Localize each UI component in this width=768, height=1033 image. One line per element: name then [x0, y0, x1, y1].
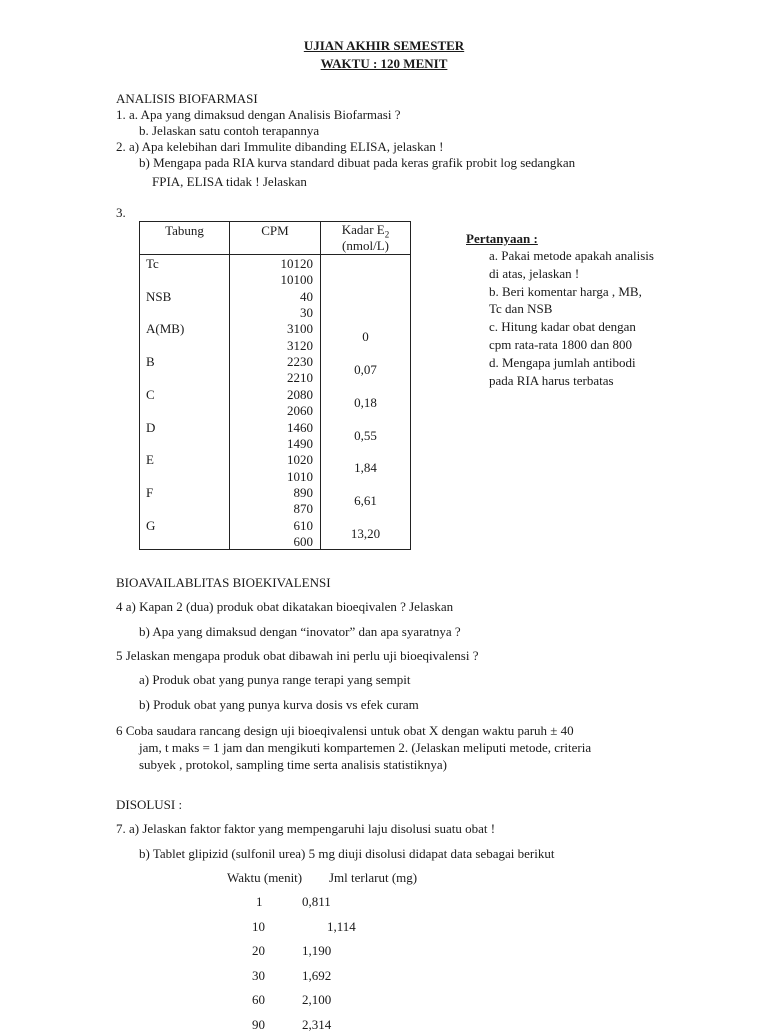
question-5b: b) Produk obat yang punya kurva dosis vs efek curam — [139, 697, 419, 712]
pertanyaan-heading: Pertanyaan : — [466, 231, 538, 246]
tabung-label: B — [146, 354, 155, 370]
question-7b: b) Tablet glipizid (sulfonil urea) 5 mg diuji disolusi didapat data sebagai berikut — [139, 846, 555, 861]
cpm-value: 870 — [293, 501, 313, 517]
cpm-value: 1490 — [287, 435, 313, 451]
tabung-label: F — [146, 484, 154, 500]
question-2b: b) Mengapa pada RIA kurva standard dibuat pada keras grafik probit log sedangkan — [139, 155, 576, 170]
question-5a: a) Produk obat yang punya range terapi yang sempit — [139, 672, 411, 687]
question-6-cont2: subyek , protokol, sampling time serta analisis statistiknya) — [139, 757, 447, 772]
pertanyaan-a-cont: di atas, jelaskan ! — [489, 266, 580, 281]
cpm-value: 1020 — [287, 452, 313, 468]
table-header-cpm: CPM — [261, 223, 289, 238]
cpm-value: 2080 — [287, 386, 313, 402]
cpm-value: 1460 — [287, 419, 313, 435]
cpm-value: 30 — [300, 305, 313, 320]
section-heading-disolusi: DISOLUSI : — [116, 797, 183, 812]
table-header-tabung: Tabung — [165, 223, 204, 238]
exam-duration: WAKTU : 120 MENIT — [320, 56, 448, 71]
tabung-label: C — [146, 386, 155, 402]
disolusi-jml: 1,692 — [302, 967, 332, 983]
disolusi-jml: 0,811 — [302, 894, 331, 909]
cpm-value: 890 — [293, 484, 313, 500]
tabung-label: Tc — [146, 256, 159, 271]
tabung-label: G — [146, 517, 156, 533]
cpm-value: 2210 — [287, 370, 313, 386]
pertanyaan-b-cont: Tc dan NSB — [489, 301, 553, 316]
cpm-value: 1010 — [287, 468, 313, 484]
ria-data-table — [139, 221, 411, 550]
disolusi-header-waktu: Waktu (menit) — [227, 870, 303, 885]
cpm-value: 3120 — [287, 337, 313, 353]
cpm-value: 40 — [300, 288, 313, 304]
kadar-value: 0 — [362, 329, 369, 345]
disolusi-jml: 1,114 — [327, 918, 356, 934]
pertanyaan-d: d. Mengapa jumlah antibodi — [489, 355, 636, 370]
question-6: 6 Coba saudara rancang design uji bioeqivalensi untuk obat X dengan waktu paruh ± 40 — [116, 723, 574, 738]
kadar-subscript: 2 — [384, 229, 390, 240]
question-3-number: 3. — [116, 205, 126, 220]
question-1b: b. Jelaskan satu contoh terapannya — [139, 123, 320, 138]
question-1a: 1. a. Apa yang dimaksud dengan Analisis Biofarmasi ? — [116, 107, 401, 122]
disolusi-waktu: 20 — [252, 943, 265, 959]
cpm-value: 600 — [293, 533, 313, 549]
disolusi-jml: 2,100 — [302, 992, 332, 1008]
tabung-label: A(MB) — [146, 321, 185, 337]
section-heading-analisis-biofarmasi: ANALISIS BIOFARMASI — [116, 91, 258, 106]
disolusi-jml: 1,190 — [302, 943, 332, 959]
cpm-value: 10100 — [280, 272, 313, 288]
section-heading-bioavailabilitas: BIOAVAILABLITAS BIOEKIVALENSI — [116, 575, 331, 590]
disolusi-jml: 2,314 — [302, 1017, 332, 1032]
kadar-value: 1,84 — [354, 460, 377, 476]
question-2a: 2. a) Apa kelebihan dari Immulite dibanding ELISA, jelaskan ! — [116, 139, 444, 154]
exam-title: UJIAN AKHIR SEMESTER — [303, 38, 465, 53]
cpm-value: 3100 — [287, 321, 313, 337]
cpm-value: 610 — [293, 517, 313, 533]
question-6-cont1: jam, t maks = 1 jam dan mengikuti kompartemen 2. (Jelaskan meliputi metode, criteria — [139, 740, 592, 755]
disolusi-waktu: 30 — [252, 967, 265, 983]
tabung-label: NSB — [146, 288, 172, 304]
question-7a: 7. a) Jelaskan faktor faktor yang mempengaruhi laju disolusi suatu obat ! — [116, 821, 496, 836]
table-header-divider — [140, 254, 410, 255]
table-header-unit: (nmol/L) — [342, 238, 389, 253]
pertanyaan-c-cont: cpm rata-rata 1800 dan 800 — [489, 337, 632, 352]
cpm-value: 2230 — [287, 354, 313, 370]
cpm-value: 2060 — [287, 403, 313, 419]
kadar-value: 13,20 — [350, 525, 381, 541]
pertanyaan-d-cont: pada RIA harus terbatas — [489, 373, 614, 388]
question-5: 5 Jelaskan mengapa produk obat dibawah ini perlu uji bioeqivalensi ? — [116, 648, 479, 663]
question-2b-cont: FPIA, ELISA tidak ! Jelaskan — [152, 174, 307, 189]
question-4a: 4 a) Kapan 2 (dua) produk obat dikatakan bioeqivalen ? Jelaskan — [116, 599, 454, 614]
disolusi-waktu: 1 — [256, 894, 263, 909]
kadar-value: 0,55 — [354, 427, 377, 443]
pertanyaan-b: b. Beri komentar harga , MB, — [489, 284, 642, 299]
cpm-value: 10120 — [280, 256, 313, 271]
kadar-label: Kadar E — [341, 222, 385, 237]
kadar-value: 0,07 — [354, 362, 377, 378]
kadar-value: 6,61 — [354, 492, 377, 508]
pertanyaan-a: a. Pakai metode apakah analisis — [489, 248, 654, 263]
disolusi-waktu: 90 — [252, 1017, 265, 1032]
question-4b: b) Apa yang dimaksud dengan “inovator” dan apa syaratnya ? — [139, 624, 461, 639]
disolusi-header-jml: Jml terlarut (mg) — [329, 870, 418, 885]
kadar-value: 0,18 — [354, 394, 377, 410]
disolusi-waktu: 60 — [252, 992, 265, 1008]
disolusi-waktu: 10 — [252, 918, 265, 934]
tabung-label: E — [146, 452, 154, 468]
pertanyaan-c: c. Hitung kadar obat dengan — [489, 319, 636, 334]
tabung-label: D — [146, 419, 156, 435]
